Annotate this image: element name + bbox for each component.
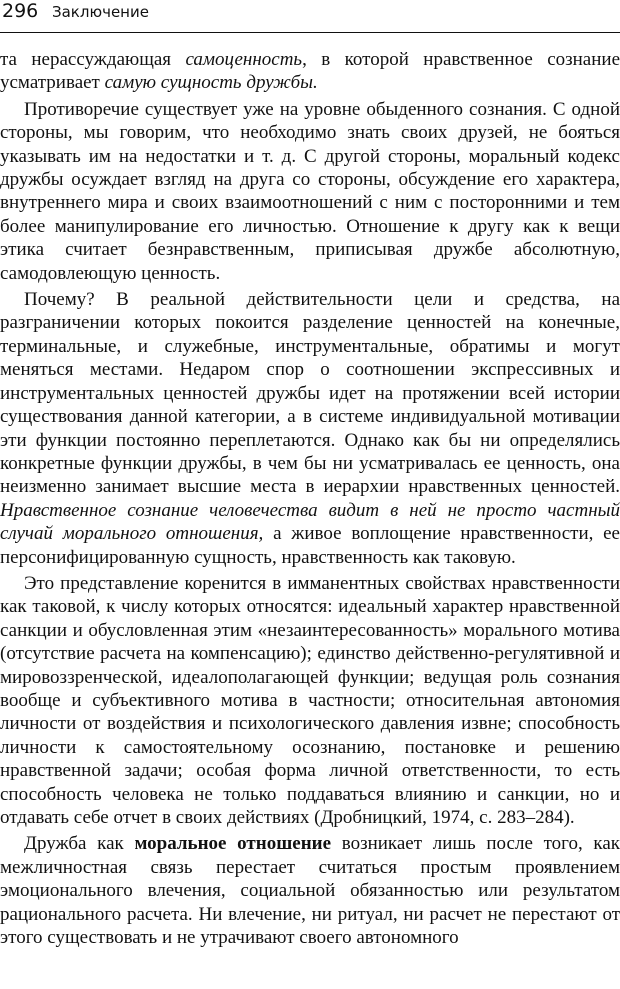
- paragraph: [0, 572, 620, 829]
- header-rule: [0, 32, 620, 33]
- page-header: [0, 0, 620, 34]
- italic-text-run: Нравственное сознание человечества видит в ней не просто частный случай морального отношения,: [0, 499, 620, 545]
- italic-text-run: самоценность: [185, 49, 303, 70]
- text-run: , в которой нравственное сознание усматривает: [0, 49, 620, 94]
- page-number: 296: [2, 0, 39, 22]
- text-run: а живое воплощение нравственности, ее персонифицированную сущность, нравственность как таковую.: [0, 523, 620, 568]
- paragraph: [0, 98, 620, 285]
- text-run: та нерассуждающая: [0, 49, 186, 70]
- text-run: возникает лишь после того, как межличностная связь перестает считаться простым проявлением эмоционального влечения, социальной обязанностью или результатом рационального расчета. Ни влечение, ни ритуал, ни расчет не перестают от этого существовать и не утрачивают своего автономного: [0, 833, 620, 949]
- body-text: [0, 48, 620, 949]
- running-head: Заключение: [52, 3, 149, 21]
- paragraph: [0, 832, 620, 949]
- bold-text-run: моральное отношение: [134, 833, 332, 855]
- text-run: Противоречие существует уже на уровне обыденного сознания. С одной стороны, мы говорим, что необходимо знать своих друзей, не бояться указывать им на недостатки и т. д. С другой стороны, моральный кодекс дружбы осуждает взгляд на друга со стороны, обсуждение его характера, внутреннего мира и своих взаимоотношений с ним с посторонними и тем более манипулирование его личностью. Отношение к другу как к вещи этика считает безнравственным, приписывая дружбе абсолютную, самодовлеющую ценность.: [0, 98, 620, 284]
- paragraph: [0, 288, 620, 569]
- text-run: Это представление коренится в имманентных свойствах нравственности как таковой, к числу которых относятся: идеальный характер нравственной санкции и обусловленная этим «незаинтересованность» морального мотива (отсутствие расчета на компенсацию); единство действенно-регулятивной и мировоззренческой, идеалополагающей функции; ведущая роль сознания вообще и субъективного мотива в частности; относительная автономия личности от воздействия и психологического давления извне; способность личности к самостоятельному осознанию, постановке и решению нравственной задачи; особая форма личной ответственности, то есть способность человека не только поддаваться влиянию и санкции, но и отдавать себе отчет в своих действиях (Дробницкий, 1974, с. 283–284).: [0, 572, 620, 828]
- italic-text-run: самую сущность дружбы.: [104, 72, 318, 94]
- paragraph: [0, 48, 620, 95]
- text-run: Почему? В реальной действительности цели и средства, на разграничении которых покоится разделение ценностей на конечные, терминальные, и служебные, инструментальные, обратимы и могут меняться местами. Недаром спор о соотношении экспрессивных и инструментальных ценностей дружбы идет на протяжении всей истории существования данной категории, а в системе индивидуальной мотивации эти функции постоянно переплетаются. Однако как бы ни определялись конкретные функции дружбы, в чем бы ни усматривалась ее ценность, она неизменно занимает высшие места в иерархии нравственных ценностей.: [0, 289, 620, 498]
- text-run: Дружба как: [24, 833, 135, 855]
